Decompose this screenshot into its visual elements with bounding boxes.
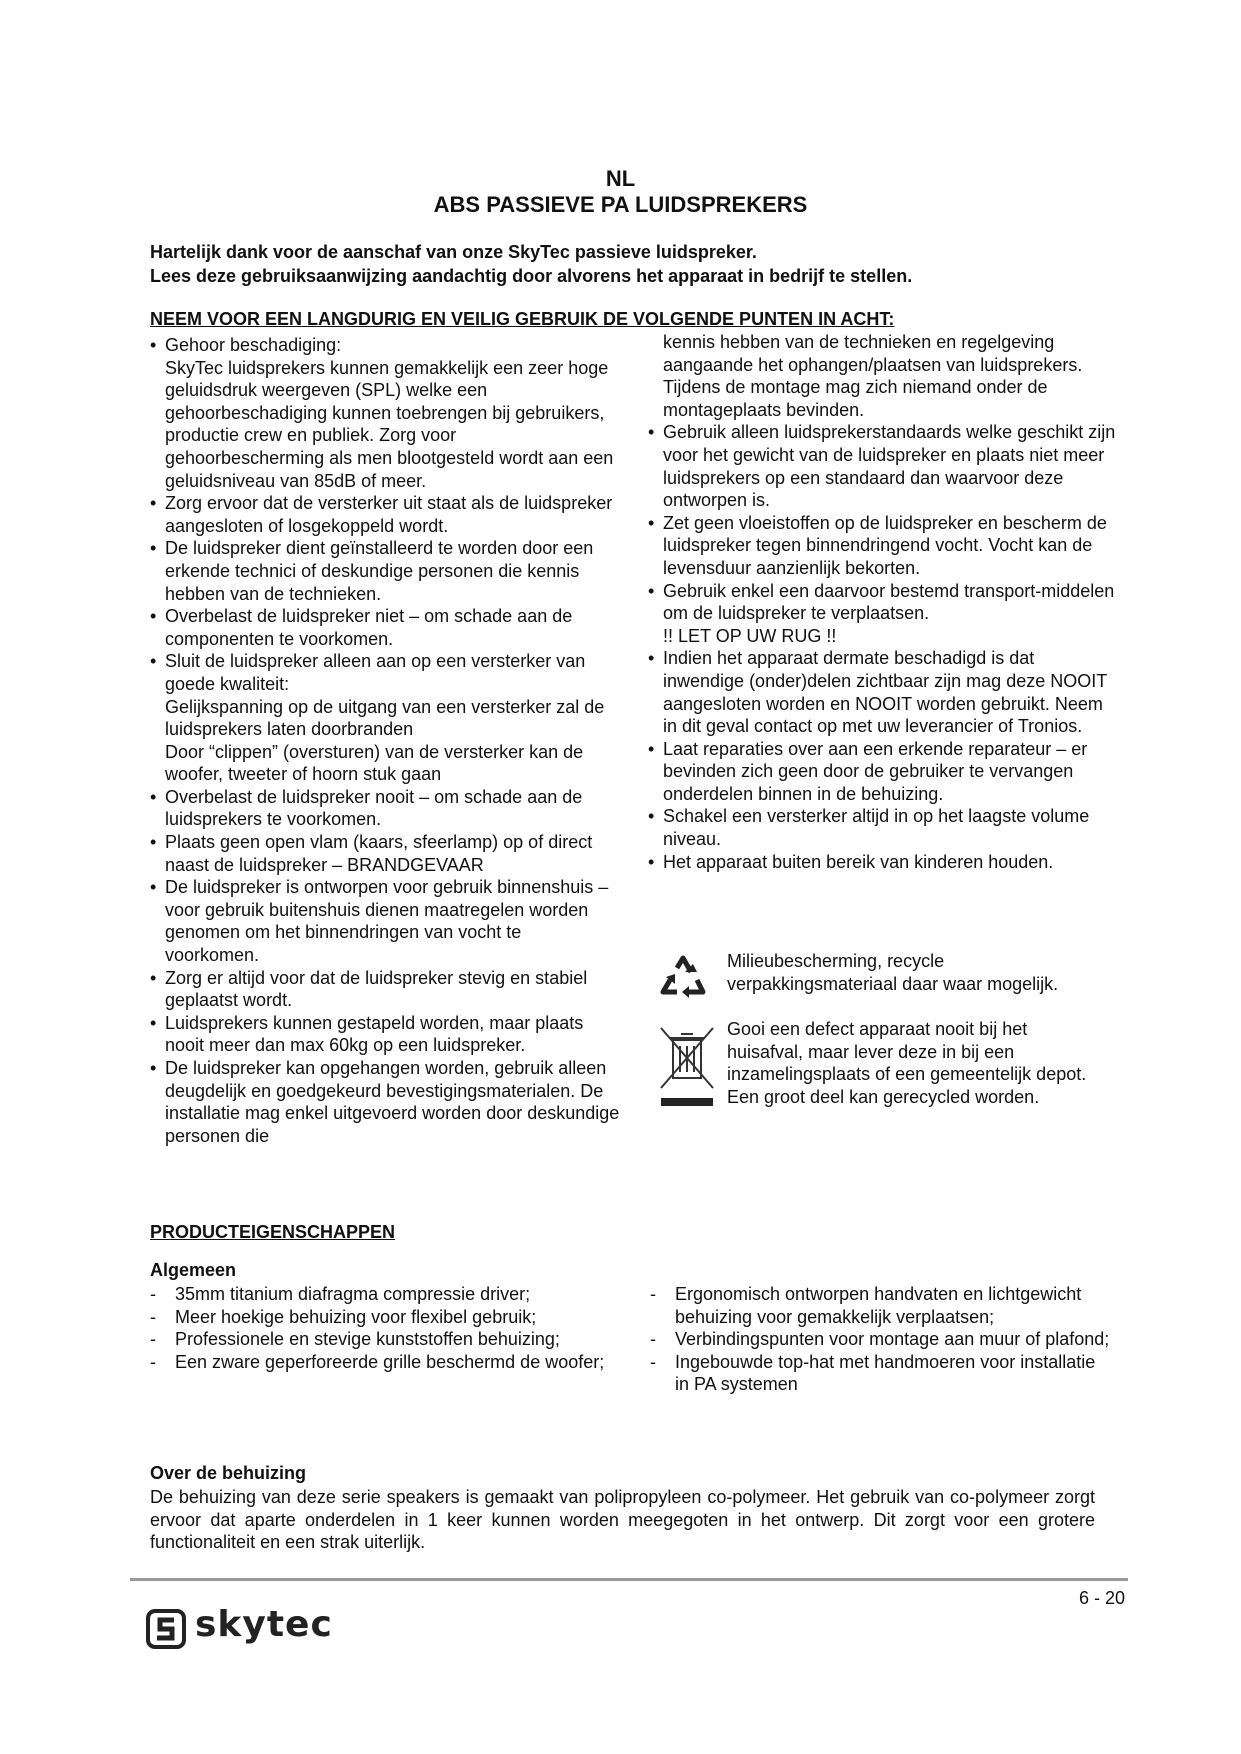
safety-item: • Overbelast de luidspreker nooit – om schade aan de luidsprekers te voorkomen.	[150, 786, 620, 831]
feature-item: - Professionele en stevige kunststoffen behuizing;	[150, 1328, 610, 1351]
recycle-icon	[655, 950, 711, 1010]
housing-heading: Over de behuizing	[150, 1463, 307, 1483]
intro-line-1: Hartelijk dank voor de aanschaf van onze SkyTec passieve luidspreker.	[150, 242, 757, 262]
safety-item: • Plaats geen open vlam (kaars, sfeerlamp) op of direct naast de luidspreker – BRANDGEVAAR	[150, 831, 620, 876]
feature-item: - Ergonomisch ontworpen handvaten en lichtgewicht behuizing voor gemakkelijk verplaatsen;	[650, 1283, 1110, 1328]
intro	[150, 240, 1110, 288]
safety-item: • Zorg er altijd voor dat de luidspreker stevig en stabiel geplaatst wordt.	[150, 967, 620, 1012]
safety-item: • Schakel een versterker altijd in op het laagste volume niveau.	[648, 805, 1118, 850]
language-code: NL	[605, 166, 636, 191]
safety-item: • Laat reparaties over aan een erkende reparateur – er bevinden zich geen door de gebruiker te vervangen onderdelen binnen in de behuizing.	[648, 738, 1118, 806]
feature-item: - Ingebouwde top-hat met handmoeren voor installatie in PA systemen	[650, 1351, 1110, 1396]
safety-item: • Gehoor beschadiging: SkyTec luidsprekers kunnen gemakkelijk een zeer hoge geluidsdruk weergeven (SPL) welke een gehoorbeschadiging kunnen toebrengen bij gebruikers, productie crew en publiek. Zorg voor gehoorbescherming als men blootgesteld wordt aan een geluidsniveau van 85dB of meer.	[150, 334, 620, 492]
safety-heading: NEEM VOOR EEN LANGDURIG EN VEILIG GEBRUIK DE VOLGENDE PUNTEN IN ACHT:	[150, 309, 895, 329]
feature-item: - Een zware geperforeerde grille beschermd de woofer;	[150, 1351, 610, 1374]
safety-item: • Zorg ervoor dat de versterker uit staat als de luidspreker aangesloten of losgekoppeld wordt.	[150, 492, 620, 537]
safety-item: • Overbelast de luidspreker niet – om schade aan de componenten te voorkomen.	[150, 605, 620, 650]
safety-column-right	[648, 331, 1118, 873]
skytec-logo	[145, 1604, 333, 1652]
safety-item: • Zet geen vloeistoffen op de luidspreker en bescherm de luidspreker tegen binnendringend vocht. Vocht kan de levensduur aanzienlijk bekorten.	[648, 512, 1118, 580]
feature-list-right	[650, 1283, 1110, 1396]
crossed-bin-icon	[655, 1018, 719, 1118]
safety-item: • De luidspreker is ontworpen voor gebruik binnenshuis – voor gebruik buitenshuis dienen maatregelen worden genomen om het binnendringen van vocht te voorkomen.	[150, 876, 620, 966]
housing-text: De behuizing van deze serie speakers is gemaakt van polipropyleen co-polymeer. Het gebruik van co-polymeer zorgt ervoor dat aparte onderdelen in 1 keer kunnen worden meegegoten in het ontwerp. Dit zorgt voor een grotere functionaliteit en een strak uiterlijk.	[150, 1487, 1095, 1553]
safety-item: • Gebruik enkel een daarvoor bestemd transport-middelen om de luidspreker te verplaatsen. !! LET OP UW RUG !!	[648, 580, 1118, 648]
logo-mark-icon	[145, 1608, 187, 1650]
general-heading: Algemeen	[150, 1260, 237, 1280]
feature-item: - Meer hoekige behuizing voor flexibel gebruik;	[150, 1306, 610, 1329]
safety-item: • De luidspreker dient geïnstalleerd te worden door een erkende technici of deskundige personen die kennis hebben van de technieken.	[150, 537, 620, 605]
safety-column-left	[150, 334, 620, 1147]
weee-text: Gooi een defect apparaat nooit bij het huisafval, maar lever deze in bij een inzamelingsplaats of een gemeentelijk depot. Een groot deel kan gerecycled worden.	[727, 1019, 1087, 1107]
feature-item: - 35mm titanium diafragma compressie driver;	[150, 1283, 610, 1306]
page-number: 6 - 20	[1078, 1588, 1125, 1608]
safety-item-continuation: kennis hebben van de technieken en regelgeving aangaande het ophangen/plaatsen van luidsprekers. Tijdens de montage mag zich niemand onder de montageplaats bevinden.	[663, 332, 1083, 420]
logo-text: skytec	[195, 1604, 333, 1645]
safety-item: • De luidspreker kan opgehangen worden, gebruik alleen deugdelijk en goedgekeurd bevestigingsmaterialen. De installatie mag enkel uitgevoerd worden door deskundige personen die	[150, 1057, 620, 1147]
safety-item: • Luidsprekers kunnen gestapeld worden, maar plaats nooit meer dan max 60kg op een luidspreker.	[150, 1012, 620, 1057]
safety-item: • Sluit de luidspreker alleen aan op een versterker van goede kwaliteit: Gelijkspanning op de uitgang van een versterker zal de luidsprekers laten doorbranden Door “clippen” (oversturen) van de versterker kan de woofer, tweeter of hoorn stuk gaan	[150, 650, 620, 786]
feature-item: - Verbindingspunten voor montage aan muur of plafond;	[650, 1328, 1110, 1351]
footer-divider	[130, 1578, 1128, 1581]
recycle-text: Milieubescherming, recycle verpakkingsmateriaal daar waar mogelijk.	[727, 951, 1059, 994]
page-title: ABS PASSIEVE PA LUIDSPREKERS	[433, 192, 808, 217]
product-heading: PRODUCTEIGENSCHAPPEN	[150, 1222, 396, 1242]
safety-item: • Het apparaat buiten bereik van kinderen houden.	[648, 851, 1118, 874]
feature-list-left	[150, 1283, 610, 1373]
safety-item: • Indien het apparaat dermate beschadigd is dat inwendige (onder)delen zichtbaar zijn mag deze NOOIT aangesloten worden en NOOIT worden gebruikt. Neem in dit geval contact op met uw leverancier of Tronios.	[648, 647, 1118, 737]
safety-item: • Gebruik alleen luidsprekerstandaards welke geschikt zijn voor het gewicht van de luidspreker en plaats niet meer luidsprekers op een standaard dan waarvoor deze ontworpen is.	[648, 421, 1118, 511]
intro-line-2: Lees deze gebruiksaanwijzing aandachtig door alvorens het apparaat in bedrijf te stellen.	[150, 266, 913, 286]
